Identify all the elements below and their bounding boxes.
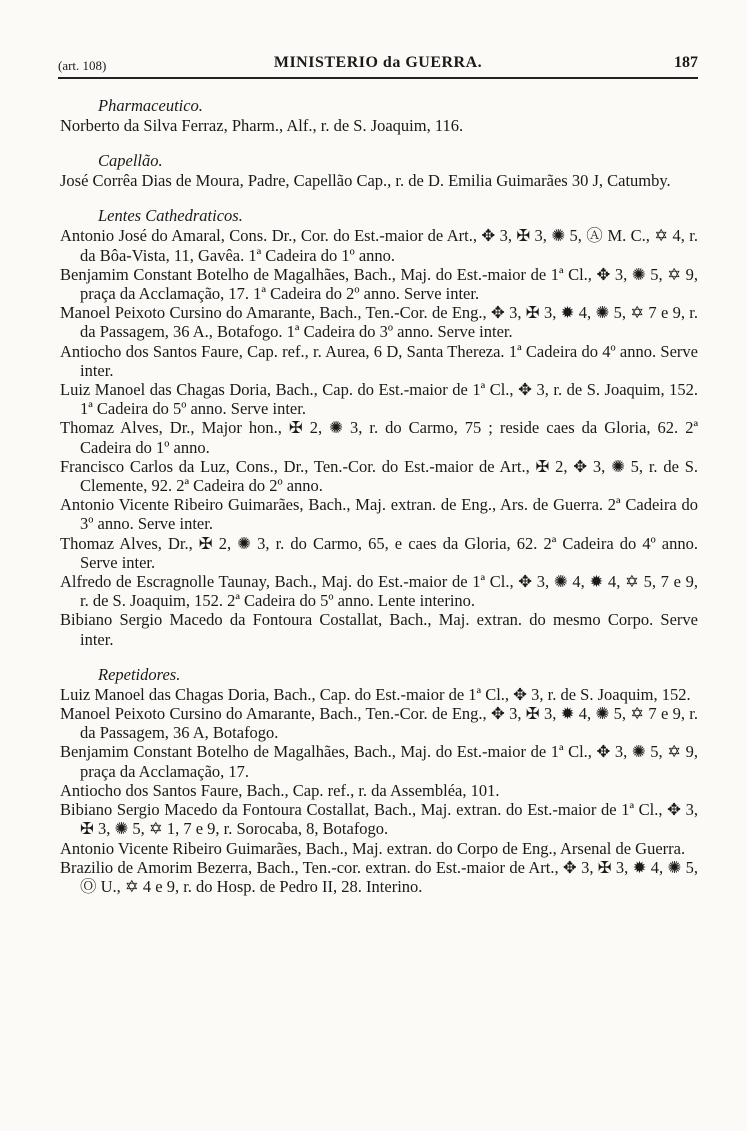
directory-entry: Luiz Manoel das Chagas Doria, Bach., Cap. do Est.-maior de 1ª Cl., ✥ 3, r. de S. Joaquim, 152. 1ª Cadeira do 5º anno. Serve inter. [60,380,698,419]
directory-entry: Bibiano Sergio Macedo da Fontoura Costallat, Bach., Maj. extran. do mesmo Corpo. Serve inter. [60,610,698,649]
directory-entry: Francisco Carlos da Luz, Cons., Dr., Ten.-Cor. do Est.-maior de Art., ✠ 2, ✥ 3, ✺ 5, r. de S. Clemente, 92. 2ª Cadeira do 2º anno. [60,456,698,496]
directory-entry: Thomaz Alves, Dr., ✠ 2, ✺ 3, r. do Carmo, 65, e caes da Gloria, 62. 2ª Cadeira do 4º anno. Serve inter. [60,533,698,572]
section-heading: Repetidores. [98,664,181,684]
directory-entry: Manoel Peixoto Cursino do Amarante, Bach., Ten.-Cor. de Eng., ✥ 3, ✠ 3, ✹ 4, ✺ 5, ✡ 7 e 9, r. da Passagem, 36 A, Botafogo. [60,704,698,743]
directory-entry: Antiocho dos Santos Faure, Bach., Cap. ref., r. da Assembléa, 101. [60,780,500,800]
directory-entry: Antonio José do Amaral, Cons. Dr., Cor. do Est.-maior de Art., ✥ 3, ✠ 3, ✺ 5, Ⓐ M. C., ✡ 4, r. da Bôa-Vista, 11, Gavêa. 1ª Cadeira do 1º anno. [60,226,698,265]
directory-entry: Brazilio de Amorim Bezerra, Bach., Ten.-cor. extran. do Est.-maior de Art., ✥ 3, ✠ 3, ✹ 4, ✺ 5, Ⓞ U., ✡ 4 e 9, r. do Hosp. de Pedro II, 28. Interino. [60,857,698,896]
section-heading: Pharmaceutico. [98,96,203,115]
page-number: 187 [674,54,698,71]
directory-entry: Luiz Manoel das Chagas Doria, Bach., Cap. do Est.-maior de 1ª Cl., ✥ 3, r. de S. Joaquim, 152. [60,684,691,704]
directory-entry: Thomaz Alves, Dr., Major hon., ✠ 2, ✺ 3, r. do Carmo, 75 ; reside caes da Gloria, 62. 2ª Cadeira do 1º anno. [60,418,698,457]
directory-entry: Benjamim Constant Botelho de Magalhães, Bach., Maj. do Est.-maior de 1ª Cl., ✥ 3, ✺ 5, ✡ 9, praça da Acclamação, 17. 1ª Cadeira do 2º anno. Serve inter. [60,264,698,304]
section [60,665,698,896]
directory-entry: Antonio Vicente Ribeiro Guimarães, Bach., Maj. extran. do Corpo de Eng., Arsenal de Guerra. [60,838,686,858]
section [60,206,698,648]
directory-entry: Norberto da Silva Ferraz, Pharm., Alf., r. de S. Joaquim, 116. [60,116,464,135]
page-body [60,96,698,912]
section-heading: Lentes Cathedraticos. [98,206,243,226]
directory-entry: José Corrêa Dias de Moura, Padre, Capellão Cap., r. de D. Emilia Guimarães 30 J, Catumby. [60,171,671,191]
running-header [58,52,698,76]
directory-entry: Bibiano Sergio Macedo da Fontoura Costallat, Bach., Maj. extran. do Est.-maior de 1ª Cl., ✥ 3, ✠ 3, ✺ 5, ✡ 1, 7 e 9, r. Sorocaba, 8, Botafogo. [60,800,698,839]
directory-entry: Manoel Peixoto Cursino do Amarante, Bach., Ten.-Cor. de Eng., ✥ 3, ✠ 3, ✹ 4, ✺ 5, ✡ 7 e 9, r. da Passagem, 36 A., Botafogo. 1ª Cadeira do 3º anno. Serve inter. [60,303,698,342]
article-reference: (art. 108) [58,58,107,73]
section [60,151,698,190]
page-title: MINISTERIO da GUERRA. [273,54,483,71]
header-rule [58,77,698,79]
directory-entry: Benjamim Constant Botelho de Magalhães, Bach., Maj. do Est.-maior de 1ª Cl., ✥ 3, ✺ 5, ✡ 9, praça da Acclamação, 17. [60,742,698,781]
section-heading: Capellão. [98,151,163,171]
directory-entry: Antonio Vicente Ribeiro Guimarães, Bach., Maj. extran. de Eng., Ars. de Guerra. 2ª Cadeira do 3º anno. Serve inter. [60,495,698,534]
directory-entry: Alfredo de Escragnolle Taunay, Bach., Maj. do Est.-maior de 1ª Cl., ✥ 3, ✺ 4, ✹ 4, ✡ 5, 7 e 9, r. de S. Joaquim, 152. 2ª Cadeira do 5º anno. Lente interino. [60,572,698,611]
section [60,96,698,135]
directory-entry: Antiocho dos Santos Faure, Cap. ref., r. Aurea, 6 D, Santa Thereza. 1ª Cadeira do 4º anno. Serve inter. [60,341,698,380]
